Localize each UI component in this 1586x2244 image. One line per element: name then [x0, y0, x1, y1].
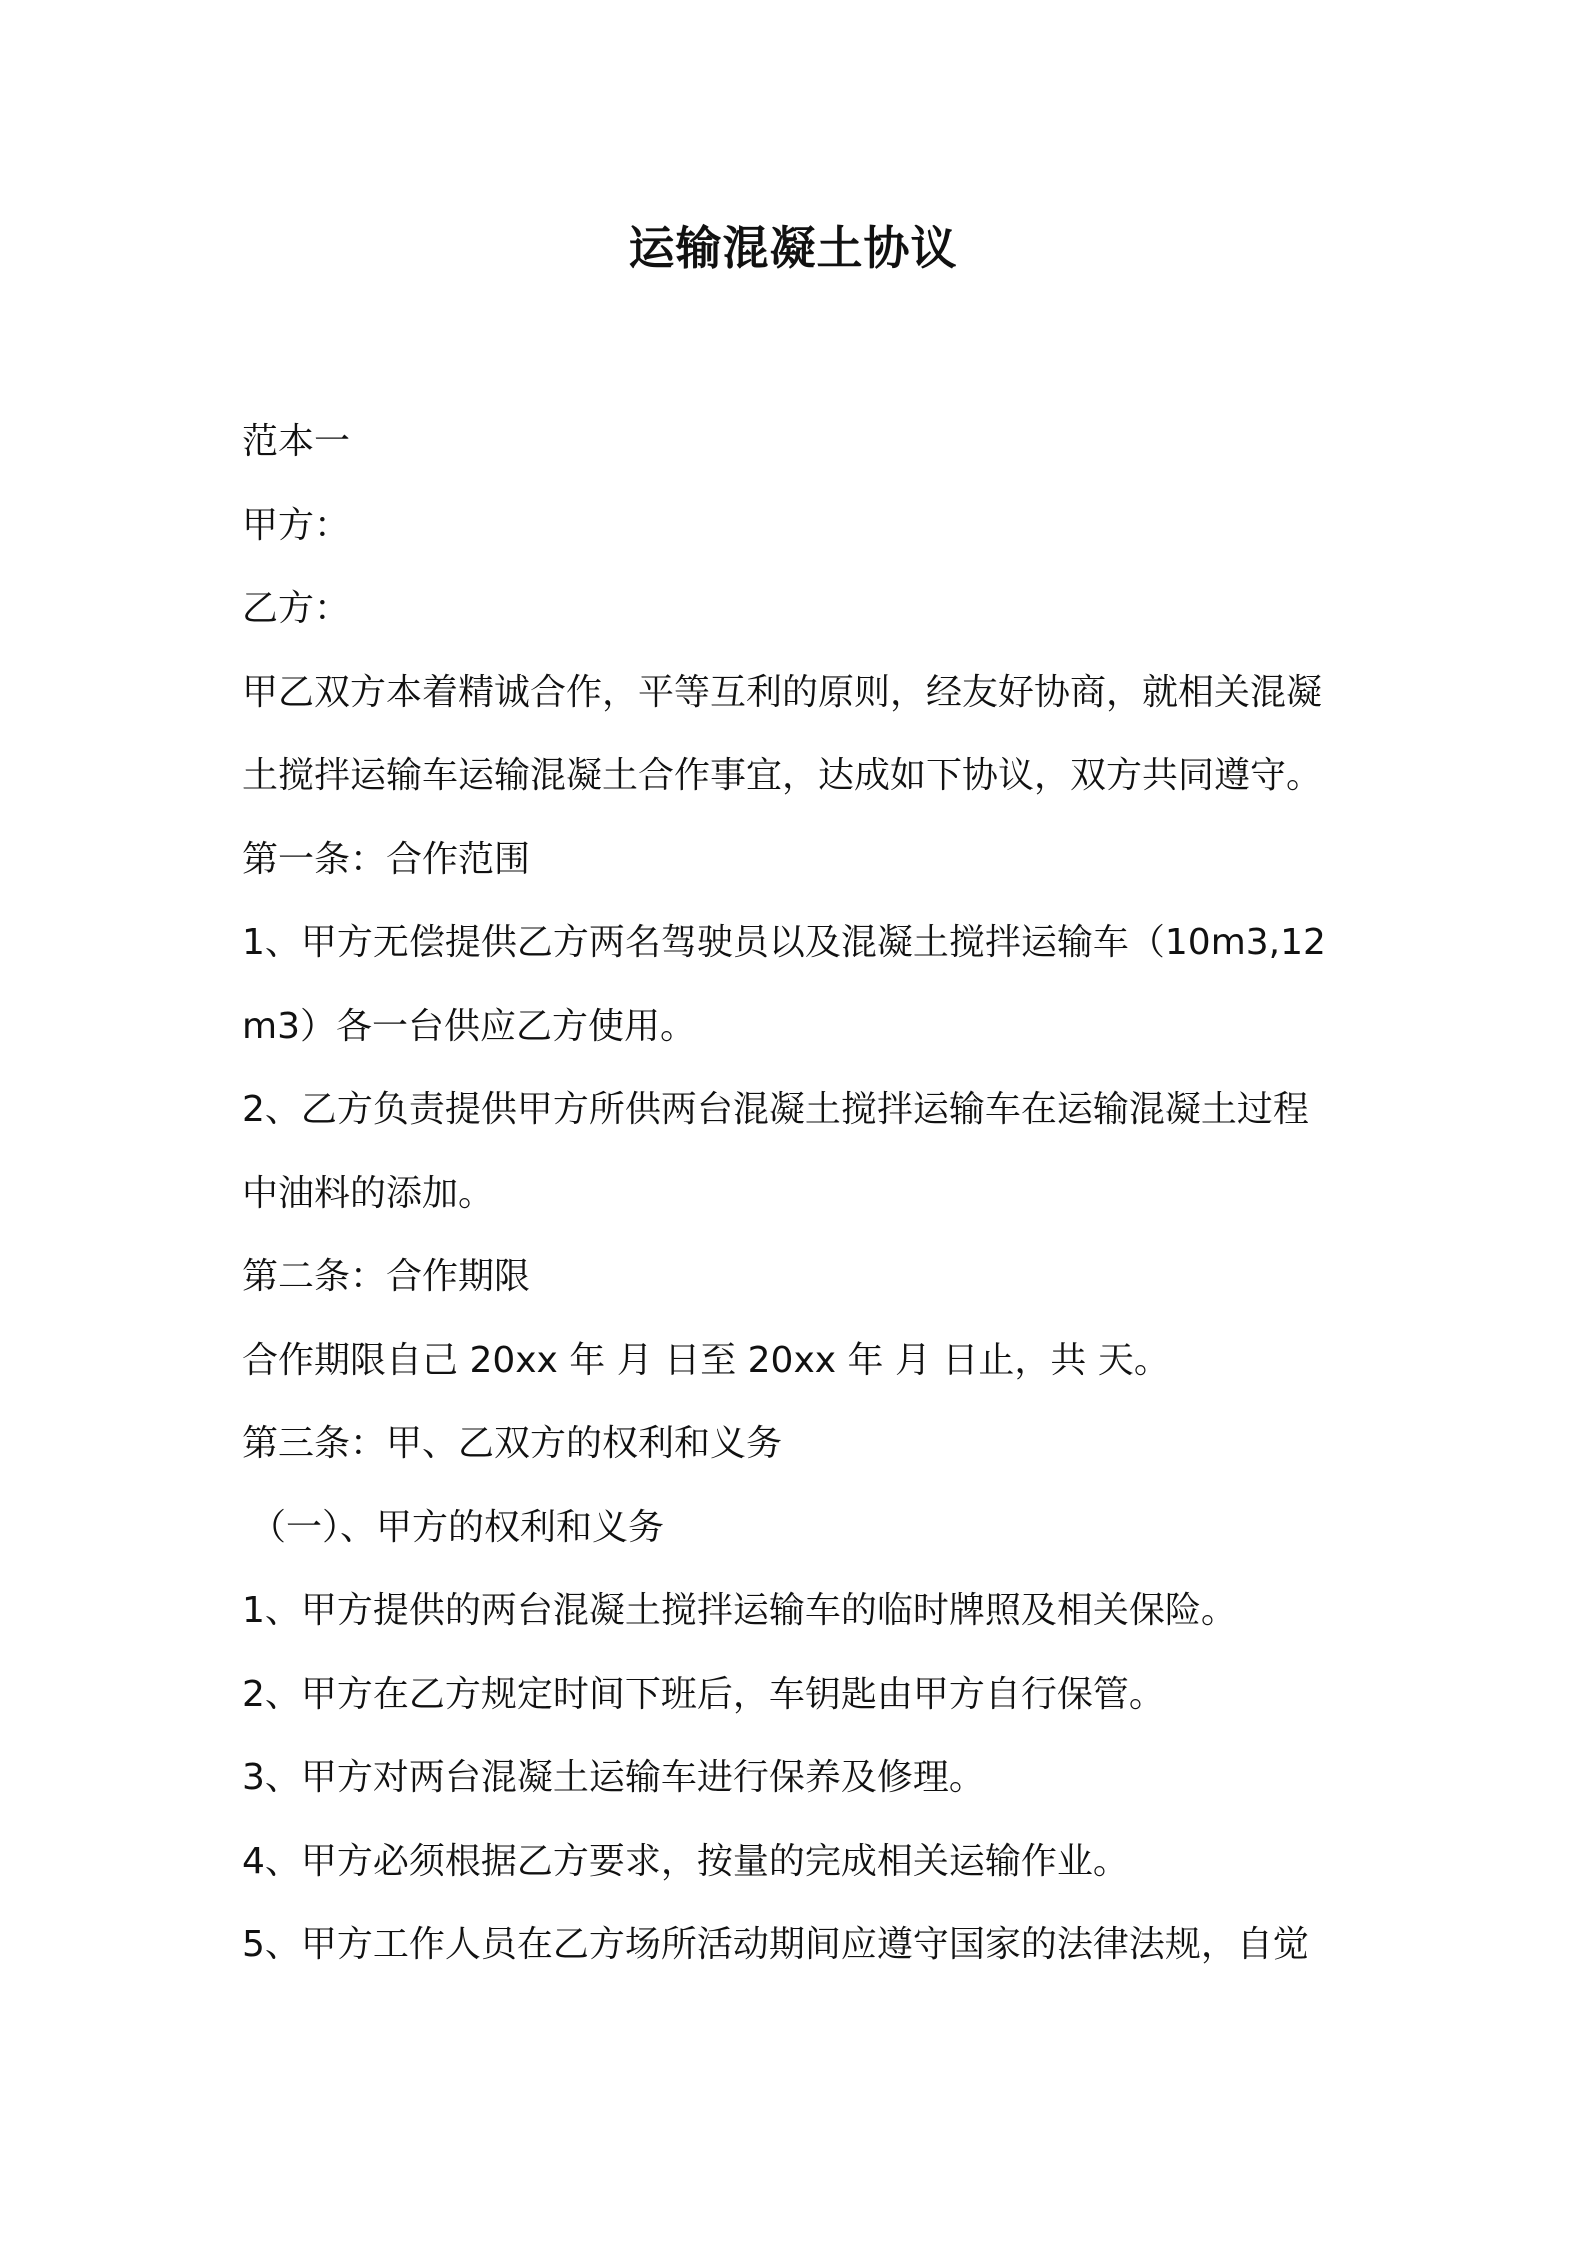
article-3-item-5-line-1: 5、甲方工作人员在乙方场所活动期间应遵守国家的法律法规，自觉	[242, 1924, 1309, 1965]
article-3-item-4: 4、甲方必须根据乙方要求，按量的完成相关运输作业。	[242, 1840, 1129, 1882]
article-2-term-line: 合作期限自己 20xx 年 月 日至 20xx 年 月 日止，共 天。	[242, 1339, 1170, 1381]
article-3-subsection-1-heading: （一）、甲方的权利和义务	[250, 1506, 665, 1548]
article-1-clause-1-line-2: m3）各一台供应乙方使用。	[242, 1005, 696, 1047]
sample-label: 范本一	[242, 421, 351, 462]
article-2-heading: 第二条：合作期限	[242, 1256, 531, 1297]
preamble-line-1: 甲乙双方本着精诚合作，平等互利的原则，经友好协商，就相关混凝	[242, 671, 1323, 713]
article-3-item-2: 2、甲方在乙方规定时间下班后，车钥匙由甲方自行保管。	[242, 1673, 1165, 1715]
article-1-heading: 第一条：合作范围	[242, 838, 531, 880]
article-1-clause-2-line-1: 2、乙方负责提供甲方所供两台混凝土搅拌运输车在运输混凝土过程	[242, 1089, 1309, 1130]
preamble-line-2: 土搅拌运输车运输混凝土合作事宜，达成如下协议，双方共同遵守。	[242, 755, 1323, 796]
article-1-clause-1-line-1: 1、甲方无偿提供乙方两名驾驶员以及混凝土搅拌运输车（10m3,12	[242, 922, 1326, 963]
party-b-line: 乙方：	[242, 588, 351, 629]
document-body	[242, 400, 1362, 1987]
article-3-item-3: 3、甲方对两台混凝土运输车进行保养及修理。	[242, 1757, 985, 1798]
article-1-clause-2-line-2: 中油料的添加。	[242, 1172, 495, 1214]
document-title: 运输混凝土协议	[628, 221, 958, 275]
article-3-heading: 第三条：甲、乙双方的权利和义务	[242, 1423, 783, 1464]
article-3-item-1: 1、甲方提供的两台混凝土搅拌运输车的临时牌照及相关保险。	[242, 1590, 1237, 1631]
party-a-line: 甲方：	[242, 504, 351, 546]
